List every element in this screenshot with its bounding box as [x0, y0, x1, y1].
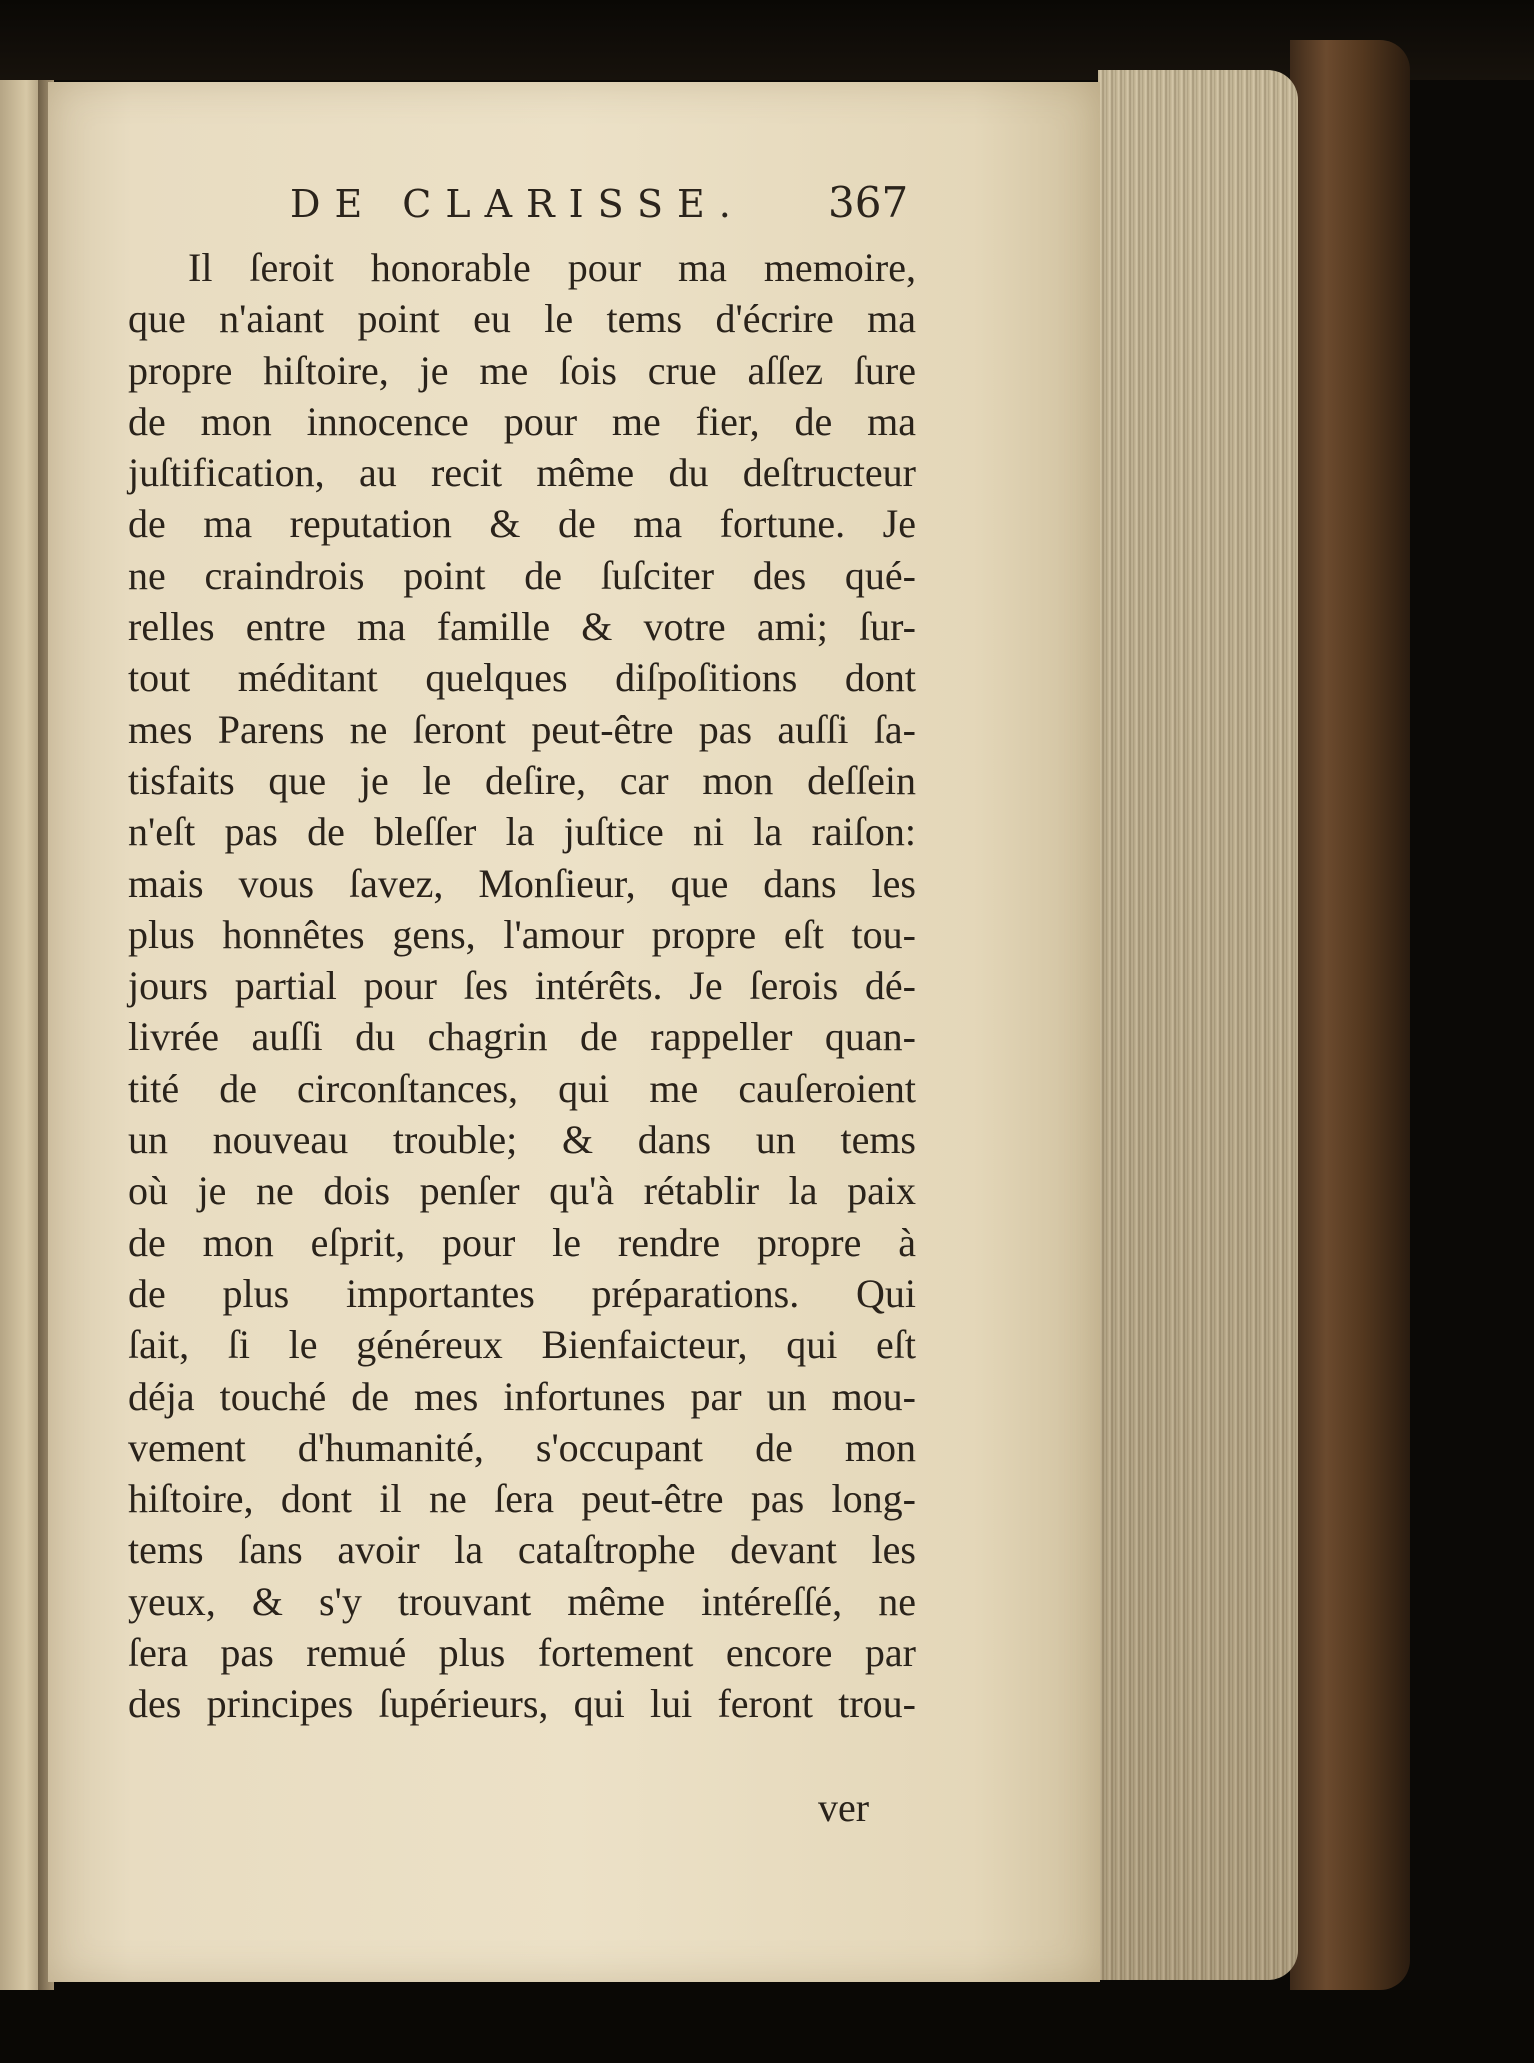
text-line: de mon eſprit, pour le rendre propre à: [128, 1219, 916, 1265]
running-head: DE CLARISSE.: [290, 182, 745, 226]
text-line: n'eſt pas de bleſſer la juſtice ni la raiſon:: [128, 809, 916, 855]
text-line: tout méditant quelques diſpoſitions dont: [128, 655, 916, 701]
catchword: ver: [818, 1785, 870, 1830]
text-line: livrée auſſi du chagrin de rappeller quan-: [128, 1014, 916, 1060]
text-line: que n'aiant point eu le tems d'écrire ma: [128, 296, 916, 342]
text-line: tisfaits que je le deſire, car mon deſſein: [128, 757, 916, 803]
text-line: mes Parens ne ſeront peut-être pas auſſi ſa-: [128, 706, 916, 752]
text-line: où je ne dois penſer qu'à rétablir la paix: [128, 1168, 916, 1214]
text-line: propre hiſtoire, je me ſois crue aſſez ſure: [128, 347, 916, 393]
text-line: de ma reputation & de ma fortune. Je: [128, 501, 916, 547]
background-bottom: [0, 1990, 1534, 2063]
text-line: relles entre ma famille & votre ami; ſur-: [128, 604, 916, 650]
text-line: ſait, ſi le généreux Bienfaicteur, qui eſt: [128, 1322, 916, 1368]
text-line: tems ſans avoir la cataſtrophe devant les: [128, 1527, 916, 1573]
text-line: tité de circonſtances, qui me cauſeroient: [128, 1065, 916, 1111]
text-line: juſtification, au recit même du deſtructeur: [128, 450, 916, 496]
text-line: yeux, & s'y trouvant même intéreſſé, ne: [128, 1578, 916, 1624]
text-line: vement d'humanité, s'occupant de mon: [128, 1424, 916, 1470]
page-number: 367: [828, 178, 909, 227]
body-text: [128, 242, 916, 1730]
text-line: Il ſeroit honorable pour ma memoire,: [188, 245, 916, 290]
text-line: jours partial pour ſes intérêts. Je ſerois dé-: [128, 963, 916, 1009]
text-line: hiſtoire, dont il ne ſera peut-être pas long-: [128, 1476, 916, 1522]
text-line: des principes ſupérieurs, qui lui feront trou-: [128, 1681, 916, 1727]
text-line: plus honnêtes gens, l'amour propre eſt tou-: [128, 911, 916, 957]
text-line: déja touché de mes infortunes par un mou-: [128, 1373, 916, 1419]
text-line: de plus importantes préparations. Qui: [128, 1270, 916, 1316]
book-cover-edge: [1290, 40, 1410, 1990]
page-block-edges: [1098, 70, 1298, 1980]
text-line: de mon innocence pour me fier, de ma: [128, 398, 916, 444]
text-line: ſera pas remué plus fortement encore par: [128, 1630, 916, 1676]
text-line: mais vous ſavez, Monſieur, que dans les: [128, 860, 916, 906]
text-line: ne craindrois point de ſuſciter des qué-: [128, 552, 916, 598]
text-line: un nouveau trouble; & dans un tems: [128, 1117, 916, 1163]
